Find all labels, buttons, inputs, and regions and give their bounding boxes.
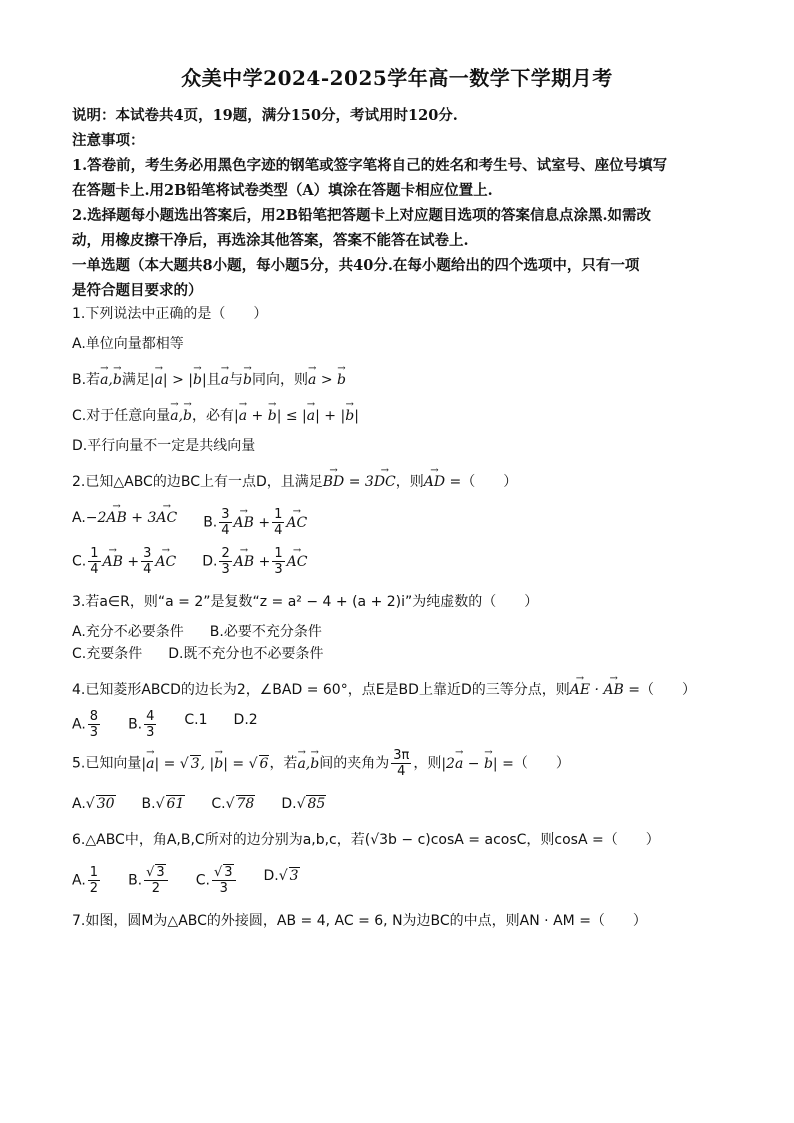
- q6-options: [72, 865, 722, 896]
- q6-option-b: B. $\frac{√ 3}{2}$: [128, 865, 170, 896]
- q1-option-c: C.对于任意向量→ a,→ b，必有|→ a + → b| ≤ |→ a| + |→ b|: [72, 405, 722, 427]
- exam-intro: 说明：本试卷共4页，19题，满分150分，考试用时120分.: [72, 107, 458, 124]
- q4-stem: 4.已知菱形ABCD的边长为2，∠BAD = 60°，点E是BD上靠近D的三等分点，则→ AE · → AB =（ ）: [72, 679, 722, 701]
- exam-title: 众美中学2024-2025学年高一数学下学期月考: [181, 66, 613, 90]
- q2-option-d: D. $\frac{2}{3}$ → AB + $\frac{1}{3}$ → AC: [202, 546, 307, 577]
- notice-line-2: 在答题卡上.用2B铅笔将试卷类型（A）填涂在答题卡相应位置上.: [72, 182, 493, 199]
- q3-options-row-2: [72, 643, 722, 665]
- q6-option-c: C. $\frac{√ 3}{3}$: [196, 865, 238, 896]
- q2-stem: 2.已知△ABC的边BC上有一点D，且满足→ BD = 3→ DC，则→ AD =（ ）: [72, 471, 722, 493]
- q4-option-c: C.1: [184, 712, 208, 728]
- q4-option-d: D.2: [233, 712, 258, 728]
- q3-option-c: C.充要条件: [72, 646, 143, 662]
- notice-line-4: 动，用橡皮擦干净后，再选涂其他答案，答案不能答在试卷上.: [72, 232, 469, 249]
- notice-heading: 注意事项：: [72, 132, 145, 149]
- q6-stem: 6.△ABC中，角A,B,C所对的边分别为a,b,c，若(√3b − c)cosA = acosC，则cosA =（ ）: [72, 832, 660, 848]
- q5-option-a: A.√ 30: [72, 796, 115, 812]
- notice-line-1: 1.答卷前，考生务必用黑色字迹的钢笔或签字笔将自己的姓名和考生号、试室号、座位号填写: [72, 157, 668, 174]
- section-heading-1: 一单选题（本大题共8小题，每小题5分，共40分.在每小题给出的四个选项中，只有一项: [72, 257, 640, 274]
- q4-option-a: A. $\frac{8}{3}$: [72, 709, 99, 740]
- q3-options-row-1: [72, 621, 722, 643]
- q1-stem: 1.下列说法中正确的是（ ）: [72, 306, 268, 322]
- q2-option-b: B. $\frac{3}{4}$ → AB + $\frac{1}{4}$ → AC: [203, 507, 307, 538]
- notice-line-3: 2.选择题每小题选出答案后，用2B铅笔把答题卡上对应题目选项的答案信息点涂黑.如需改: [72, 207, 652, 224]
- q5-option-d: D.√ 85: [281, 796, 326, 812]
- q6-option-a: A. $\frac{1}{2}$: [72, 865, 99, 896]
- q2-option-c: C. $\frac{1}{4}$ → AB + $\frac{3}{4}$ → AC: [72, 546, 176, 577]
- q2-options-row-2: [72, 546, 722, 577]
- q4-options: [72, 709, 722, 740]
- q5-options: [72, 793, 722, 815]
- q4-option-b: B. $\frac{4}{3}$: [128, 709, 155, 740]
- q1-option-d: D.平行向量不一定是共线向量: [72, 438, 256, 454]
- q5-option-b: B.√ 61: [141, 796, 185, 812]
- q3-option-b: B.必要不充分条件: [209, 624, 322, 640]
- q6-option-d: D.√ 3: [263, 868, 299, 884]
- q1-option-b: B.若→ a,→ b满足|→ a| > |→ b|且→ a与→ b同向，则→ a > → b: [72, 369, 722, 391]
- q1-option-a: A.单位向量都相等: [72, 336, 184, 352]
- q5-option-c: C.√ 78: [211, 796, 255, 812]
- q2-options-row-1: [72, 507, 722, 538]
- section-heading-2: 是符合题目要求的）: [72, 282, 203, 299]
- q5-stem: 5.已知向量|→ a| = √ 3, |→ b| = √ 6，若→ a,→ b间的夹角为 $\frac{3\pi}{4}$ ，则|2→ a − → b| =（ ）: [72, 748, 722, 779]
- q3-option-a: A.充分不必要条件: [72, 624, 184, 640]
- q3-stem: 3.若a∈R，则“a = 2”是复数“z = a² − 4 + (a + 2)i”为纯虚数的（ ）: [72, 594, 539, 610]
- q2-option-a: A.−2→ AB + 3→ AC: [72, 507, 177, 538]
- q3-option-d: D.既不充分也不必要条件: [168, 646, 324, 662]
- q7-stem: 7.如图，圆M为△ABC的外接圆，AB = 4, AC = 6, N为边BC的中点，则AN · AM =（ ）: [72, 913, 647, 929]
